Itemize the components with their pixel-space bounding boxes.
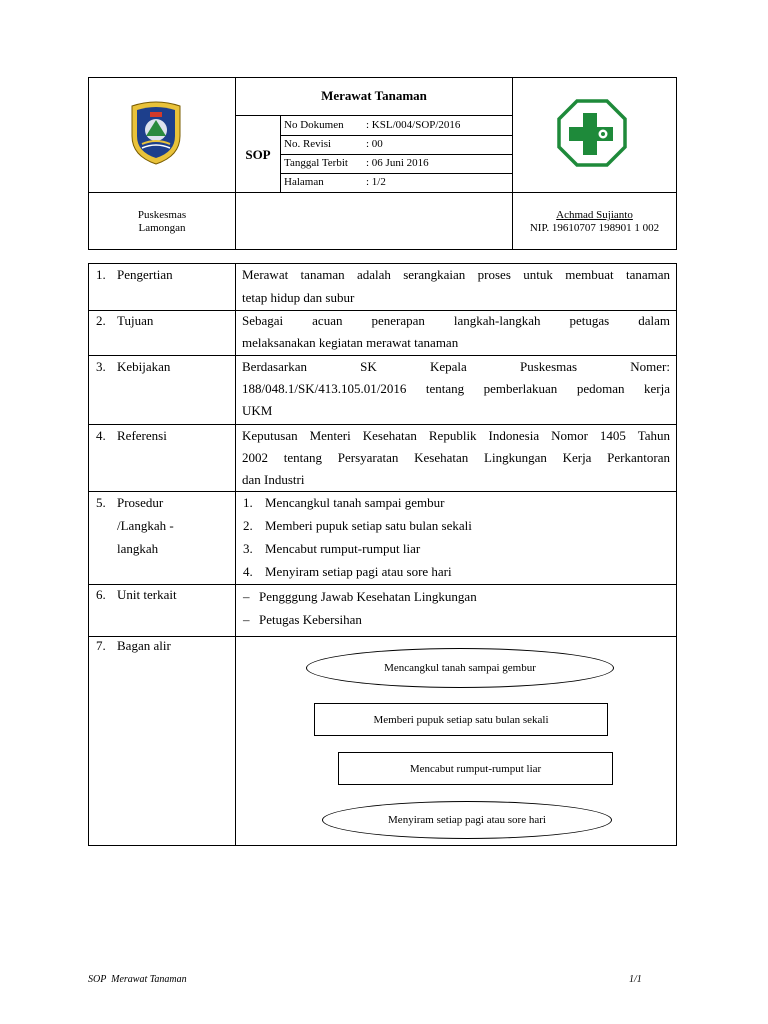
section-label: Referensi	[117, 428, 167, 443]
flow-step-end	[322, 801, 612, 839]
section-label: Bagan alir	[117, 638, 171, 653]
doc-field-label: Tanggal Terbit	[284, 157, 348, 169]
section-number: 2.	[96, 313, 106, 328]
flow-step-start	[306, 648, 614, 688]
section-number: 4.	[96, 428, 106, 443]
section-text-line: Merawat tanaman adalah serangkaian proses untuk membuat tanaman	[242, 267, 670, 282]
step-number: 3.	[243, 541, 253, 556]
step-text: Mencangkul tanah sampai gembur	[265, 495, 445, 510]
org-city: Lamongan	[138, 222, 186, 234]
sop-label: SOP	[245, 147, 271, 162]
section-label: Kebijakan	[117, 359, 171, 374]
section-label: Tujuan	[117, 313, 154, 328]
section-text-line: 188/048.1/SK/413.105.01/2016 tentang pemberlakuan pedoman kerja	[242, 381, 670, 396]
step-number: 1.	[243, 495, 253, 510]
doc-field-value: : 00	[366, 138, 383, 150]
section-text-line: tetap hidup dan subur	[242, 290, 355, 305]
unit-item: Pengggung Jawab Kesehatan Lingkungan	[259, 589, 477, 604]
doc-field-value: : 06 Juni 2016	[366, 157, 429, 169]
section-text-line: 2002 tentang Persyaratan Kesehatan Lingkungan Kerja Perkantoran	[242, 450, 670, 465]
step-number: 4.	[243, 564, 253, 579]
flow-step-label: Mencangkul tanah sampai gembur	[384, 662, 536, 674]
section-label: /Langkah -	[117, 518, 174, 533]
section-text-line: Sebagai acuan penerapan langkah-langkah petugas dalam	[242, 313, 670, 328]
unit-item: Petugas Kebersihan	[259, 612, 362, 627]
section-label: Pengertian	[117, 267, 173, 282]
signer-name: Achmad Sujianto	[556, 209, 633, 221]
section-number: 6.	[96, 587, 106, 602]
org-name: Puskesmas	[137, 209, 187, 221]
section-text-line: Keputusan Menteri Kesehatan Republik Indonesia Nomor 1405 Tahun	[242, 428, 670, 443]
footer-document-name: SOP Merawat Tanaman	[88, 974, 187, 985]
section-text-line: UKM	[242, 403, 273, 418]
section-text-line: melaksanakan kegiatan merawat tanaman	[242, 335, 459, 350]
flow-step-process	[314, 703, 608, 736]
puskesmas-cross-icon	[557, 99, 627, 167]
doc-field-label: Halaman	[284, 176, 324, 188]
flow-step-label: Menyiram setiap pagi atau sore hari	[388, 814, 546, 826]
doc-field-value: : 1/2	[366, 176, 386, 188]
bullet-dash: –	[243, 612, 250, 627]
step-text: Menyiram setiap pagi atau sore hari	[265, 564, 452, 579]
bullet-dash: –	[243, 589, 250, 604]
step-text: Memberi pupuk setiap satu bulan sekali	[265, 518, 472, 533]
flow-step-label: Memberi pupuk setiap satu bulan sekali	[373, 713, 549, 726]
section-label: Unit terkait	[117, 587, 177, 602]
section-number: 7.	[96, 638, 106, 653]
section-number: 3.	[96, 359, 106, 374]
document-title: Merawat Tanaman	[321, 88, 427, 103]
flow-step-process	[338, 752, 613, 785]
section-number: 5.	[96, 495, 106, 510]
doc-field-label: No Dokumen	[284, 119, 344, 131]
regency-crest-icon	[128, 100, 184, 166]
doc-field-value: : KSL/004/SOP/2016	[366, 119, 461, 131]
section-number: 1.	[96, 267, 106, 282]
flow-step-label: Mencabut rumput-rumput liar	[409, 762, 542, 775]
section-label: langkah	[117, 541, 159, 556]
step-text: Mencabut rumput-rumput liar	[265, 541, 421, 556]
doc-field-label: No. Revisi	[284, 138, 332, 150]
section-label: Prosedur	[117, 495, 164, 510]
section-text-line: Berdasarkan SK Kepala Puskesmas Nomer:	[242, 359, 670, 374]
footer-page-number: 1/1	[629, 974, 642, 985]
step-number: 2.	[243, 518, 253, 533]
signer-nip: NIP. 19610707 198901 1 002	[529, 222, 660, 234]
section-text-line: dan Industri	[242, 472, 305, 487]
